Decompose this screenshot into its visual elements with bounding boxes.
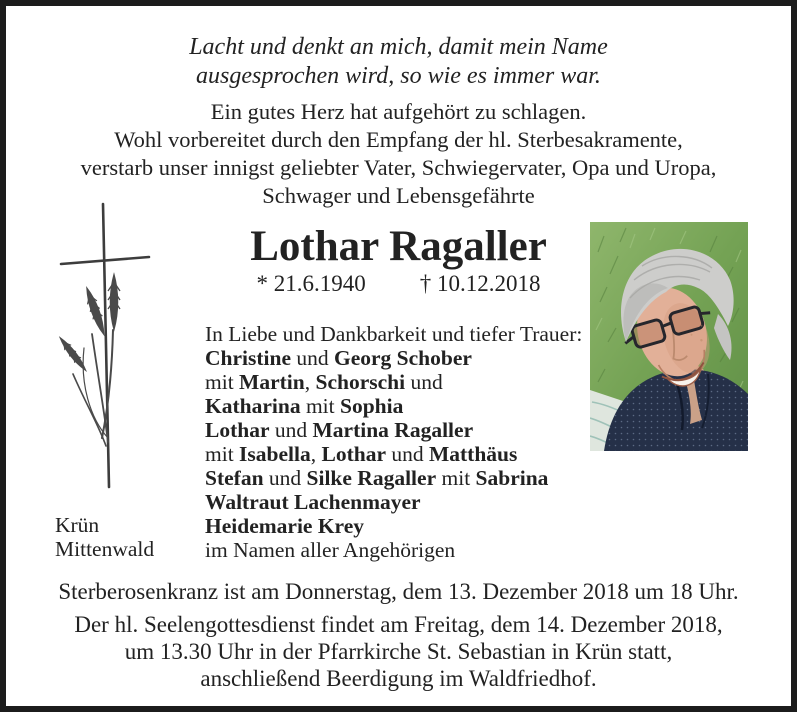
mourner-text: und [405, 370, 443, 394]
mourner-line [205, 370, 605, 394]
mourner-name: Silke Ragaller [306, 466, 437, 490]
mourner-line [205, 346, 605, 370]
mourner-line [205, 514, 605, 538]
mourner-name: Sophia [340, 394, 404, 418]
service-announcement [0, 611, 797, 692]
service-line: anschließend Beerdigung im Waldfriedhof. [200, 666, 597, 691]
mourner-line [205, 466, 605, 490]
intro-line: Schwager und Lebensgefährte [262, 183, 535, 208]
intro-paragraph [0, 98, 797, 210]
mourner-text: und [269, 418, 313, 442]
intro-line: verstarb unser innigst geliebter Vater, Schwiegervater, Opa und Uropa, [80, 155, 717, 180]
mourner-name: Martina Ragaller [312, 418, 474, 442]
mourner-text: mit [205, 370, 240, 394]
mourner-name: Isabella [239, 442, 311, 466]
mourner-lines [205, 346, 605, 538]
mourner-line [205, 394, 605, 418]
intro-line: Wohl vorbereitet durch den Empfang der hl. Sterbesakramente, [114, 127, 683, 152]
mourner-line [205, 490, 605, 514]
mourning-intro: In Liebe und Dankbarkeit und tiefer Trauer: [205, 322, 583, 346]
mourner-name: Heidemarie Krey [205, 514, 365, 538]
mourner-name: Schorschi [315, 370, 406, 394]
mourner-name: Matthäus [428, 442, 518, 466]
mourner-name: Stefan [205, 466, 264, 490]
mourner-name: Martin [239, 370, 305, 394]
mourner-name: Lothar [205, 418, 270, 442]
mourner-name: Georg Schober [334, 346, 472, 370]
mourning-closing: im Namen aller Angehörigen [205, 538, 456, 562]
mourner-name: Lothar [321, 442, 386, 466]
epigraph [0, 33, 797, 90]
mourner-line [205, 418, 605, 442]
death-date: † 10.12.2018 [419, 271, 541, 296]
mourner-name: Christine [205, 346, 291, 370]
place-line: Krün [55, 513, 100, 537]
mourner-text: , [304, 370, 316, 394]
mourner-text: mit [205, 442, 240, 466]
mourner-name: Waltraut Lachenmayer [205, 490, 421, 514]
place-line: Mittenwald [55, 536, 155, 561]
mourner-text: mit [300, 394, 340, 418]
mourner-text: , [310, 442, 322, 466]
mourner-name: Sabrina [475, 466, 549, 490]
service-line: um 13.30 Uhr in der Pfarrkirche St. Sebastian in Krün statt, [124, 639, 673, 664]
intro-line: Ein gutes Herz hat aufgehört zu schlagen. [210, 99, 587, 124]
epigraph-line: Lacht und denkt an mich, damit mein Name [189, 34, 608, 60]
mourner-text: und [385, 442, 429, 466]
mourner-name: Katharina [205, 394, 301, 418]
mourner-text: und [263, 466, 307, 490]
mourner-text: mit [436, 466, 476, 490]
mourner-line [205, 442, 605, 466]
mourner-text: und [291, 346, 334, 370]
portrait-photo [590, 222, 748, 451]
birth-date: * 21.6.1940 [256, 271, 366, 296]
deceased-name: Lothar Ragaller [250, 223, 547, 270]
epigraph-line: ausgesprochen wird, so wie es immer war. [196, 62, 601, 89]
mourners-block [205, 322, 605, 562]
places-block [55, 514, 154, 561]
service-line: Der hl. Seelengottesdienst findet am Freitag, dem 14. Dezember 2018, [74, 612, 723, 637]
rosary-announcement: Sterberosenkranz ist am Donnerstag, dem 13. Dezember 2018 um 18 Uhr. [58, 579, 739, 604]
